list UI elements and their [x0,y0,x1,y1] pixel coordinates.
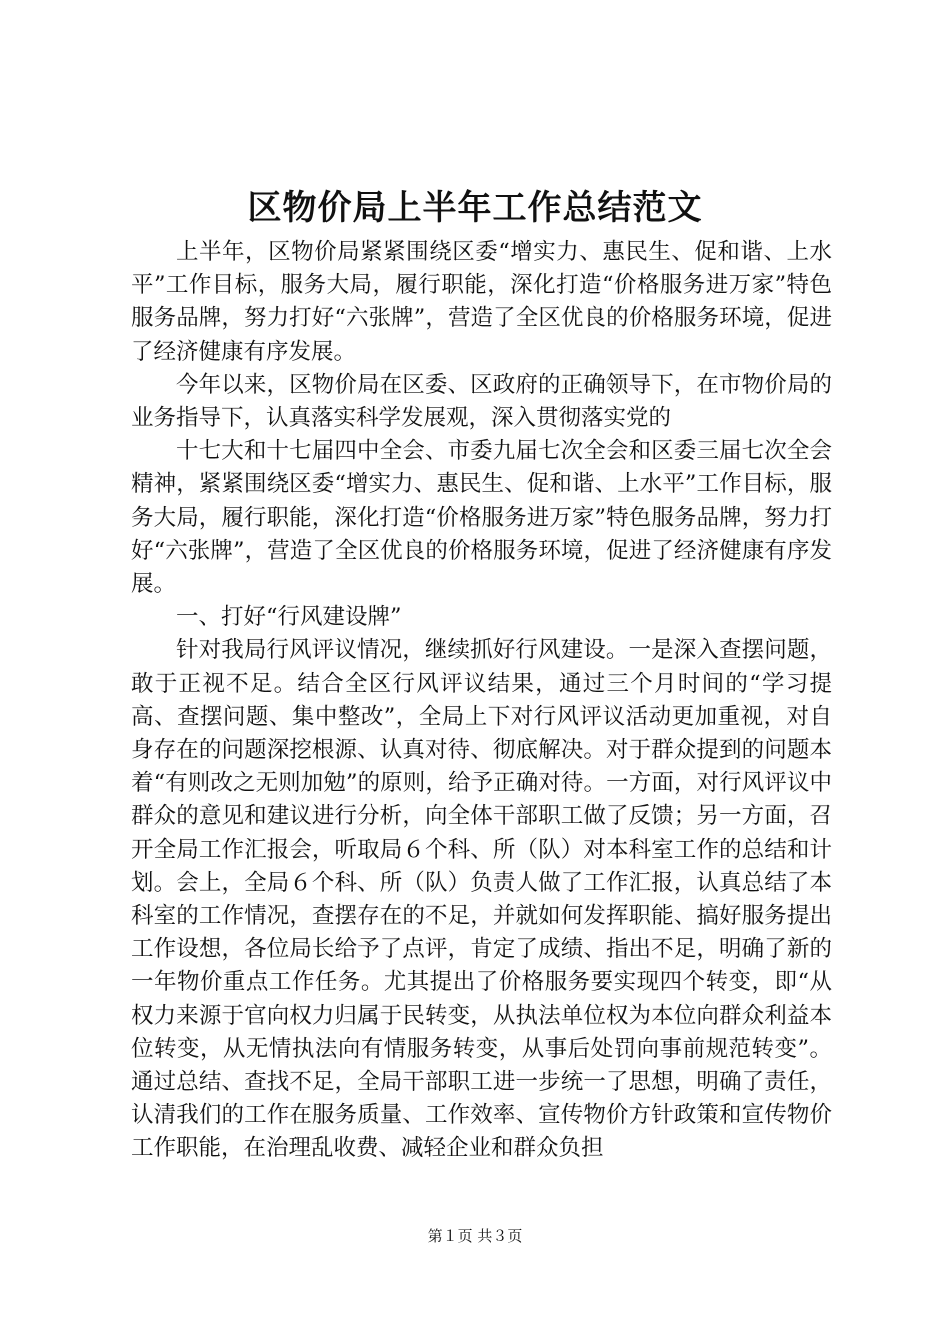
page-number-footer: 第１页 共３页 [427,1227,523,1245]
body-paragraph: 上半年，区物价局紧紧围绕区委“增实力、惠民生、促和谐、上水平”工作目标，服务大局，履行职能，深化打造“价格服务进万家”特色服务品牌，努力打好“六张牌”，营造了全区优良的价格服务环境，促进了经济健康有序发展。 [131,239,832,365]
body-paragraph: 针对我局行风评议情况，继续抓好行风建设。一是深入查摆问题，敢于正视不足。结合全区行风评议结果，通过三个月时间的“学习提高、查摆问题、集中整改”，全局上下对行风评议活动更加重视，对自身存在的问题深挖根源、认真对待、彻底解决。对于群众提到的问题本着“有则改之无则加勉”的原则，给予正确对待。一方面，对行风评议中群众的意见和建议进行分析，向全体干部职工做了反馈；另一方面，召开全局工作汇报会，听取局６个科、所（队）对本科室工作的总结和计划。会上，全局６个科、所（队）负责人做了工作汇报，认真总结了本科室的工作情况，查摆存在的不足，并就如何发挥职能、搞好服务提出工作设想，各位局长给予了点评，肯定了成绩、指出不足，明确了新的一年物价重点工作任务。尤其提出了价格服务要实现四个转变，即“从权力来源于官向权力归属于民转变，从执法单位权为本位向群众利益本位转变，从无情执法向有情服务转变，从事后处罚向事前规范转变”。通过总结、查找不足，全局干部职工进一步统一了思想，明确了责任，认清我们的工作在服务质量、工作效率、宣传物价方针政策和宣传物价工作职能，在治理乱收费、减轻企业和群众负担 [131,637,832,1162]
body-paragraph: 十七大和十七届四中全会、市委九届七次全会和区委三届七次全会精神，紧紧围绕区委“增实力、惠民生、促和谐、上水平”工作目标，服务大局，履行职能，深化打造“价格服务进万家”特色服务品牌，努力打好“六张牌”，营造了全区优良的价格服务环境，促进了经济健康有序发展。 [131,438,832,598]
document-body [131,236,832,1166]
section-heading: 一、打好“行风建设牌” [176,604,402,631]
body-paragraph: 今年以来，区物价局在区委、区政府的正确领导下，在市物价局的业务指导下，认真落实科学发展观，深入贯彻落实党的 [131,371,832,432]
document-title: 区物价局上半年工作总结范文 [247,188,703,228]
